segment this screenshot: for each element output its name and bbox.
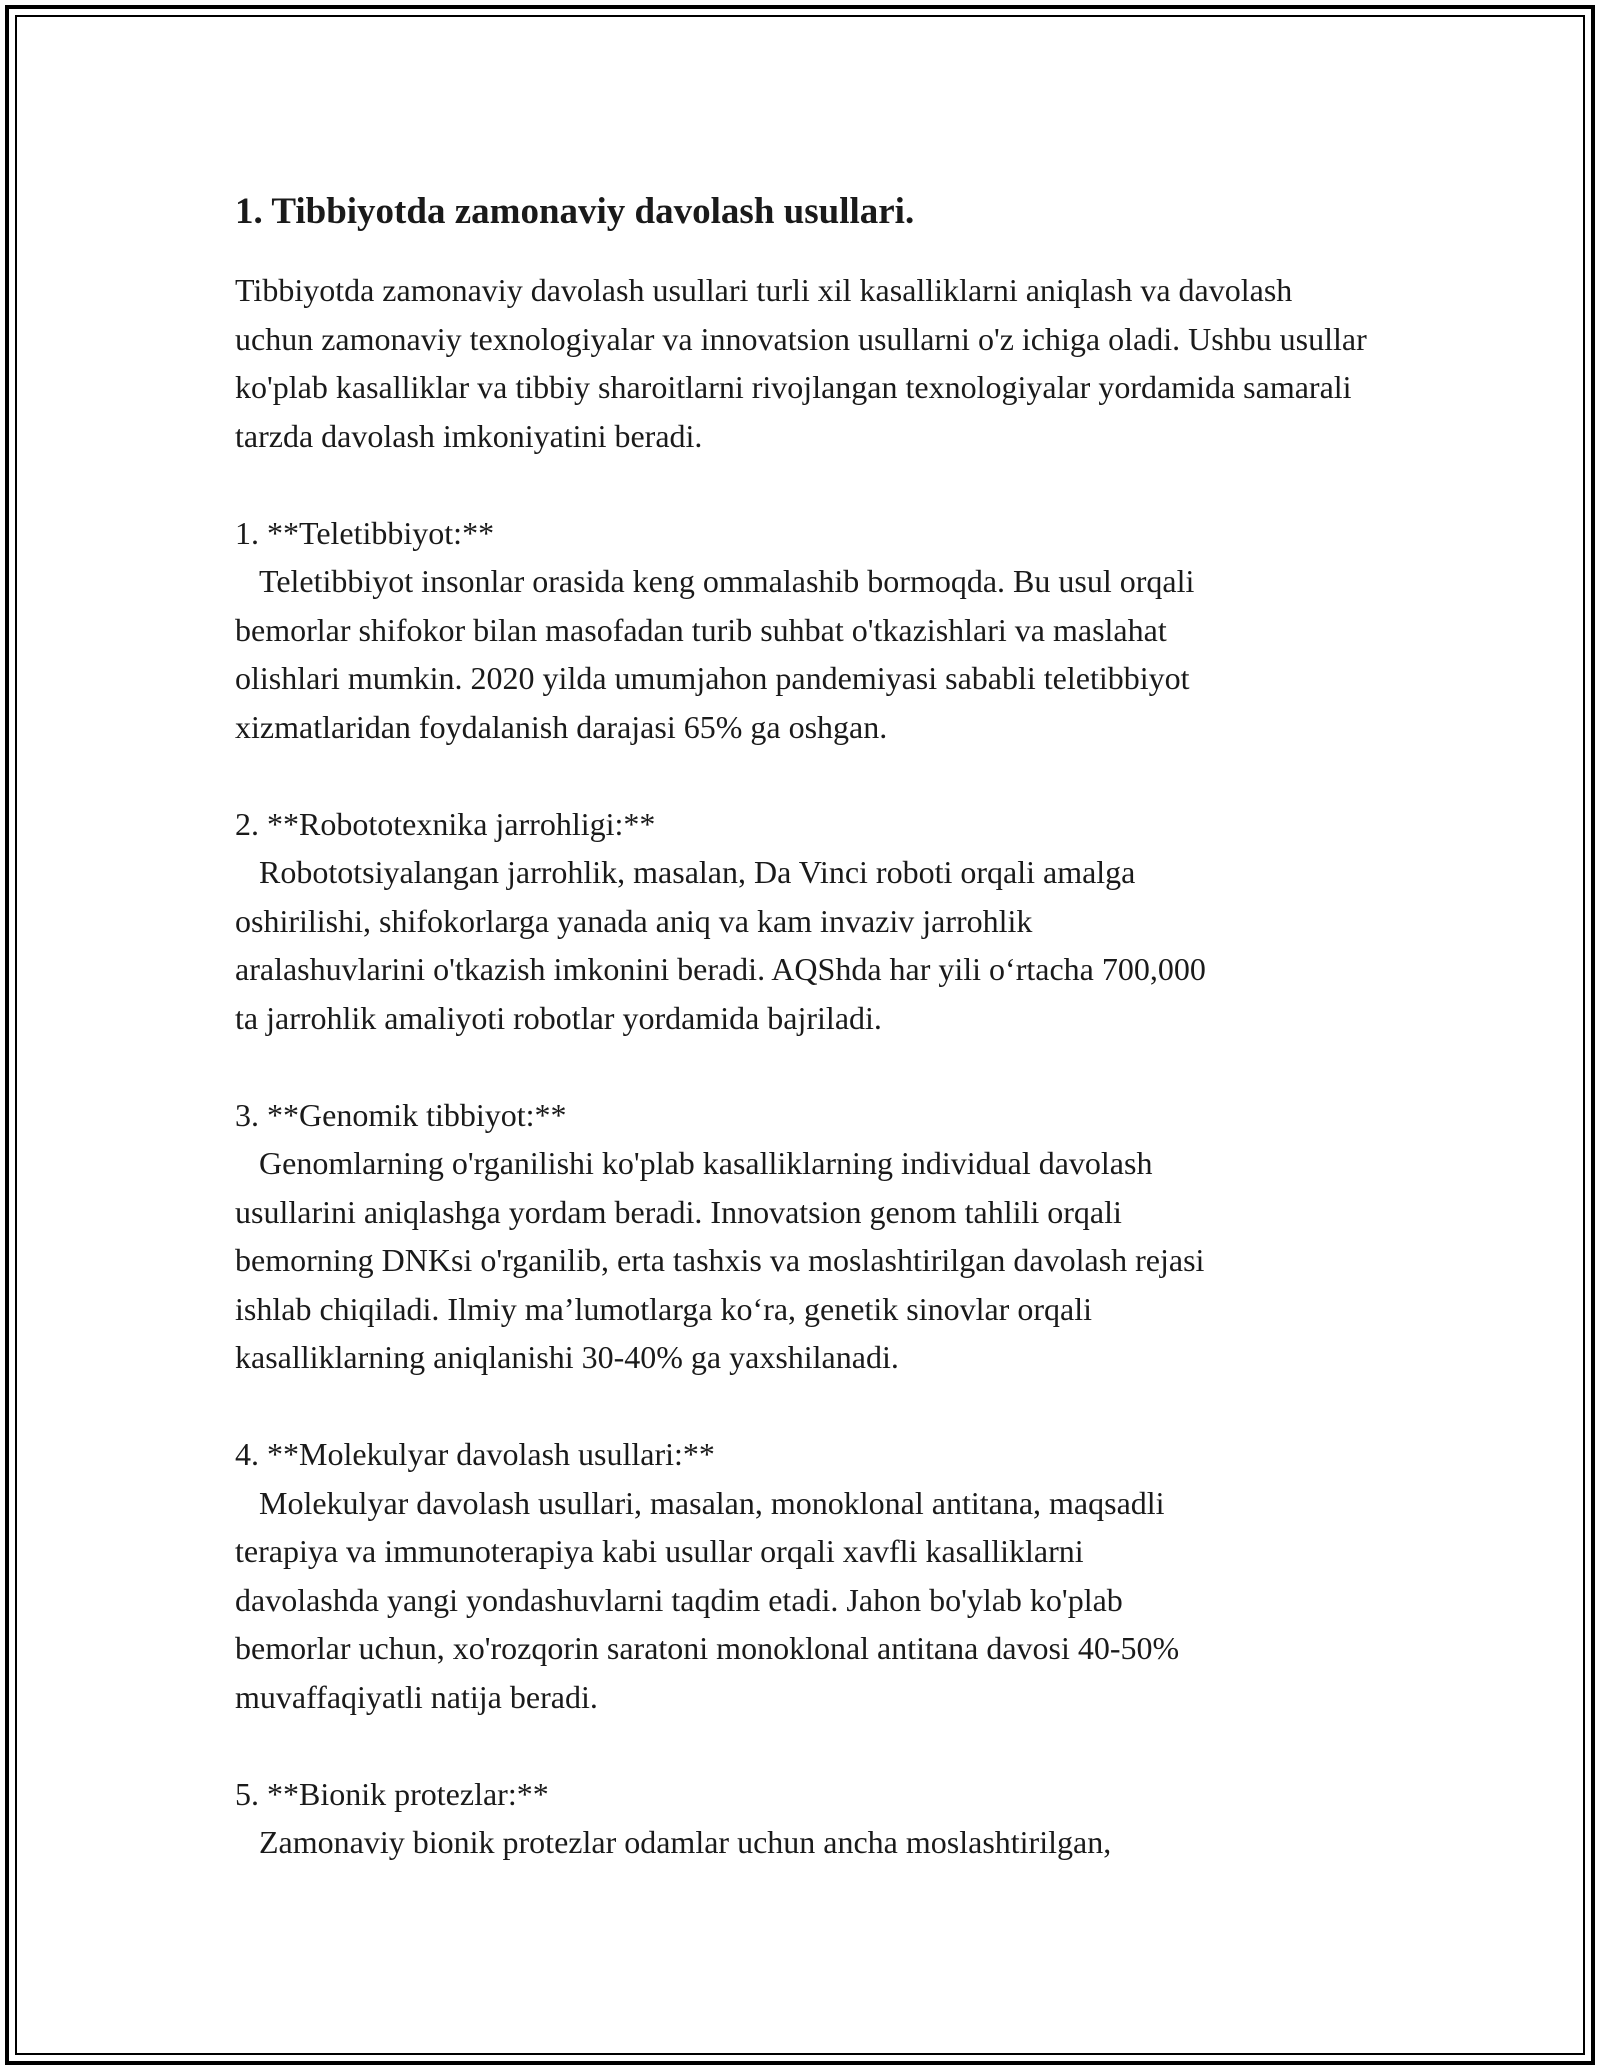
section-line: bemorlar uchun, xo'rozqorin saratoni monoklonal antitana davosi 40-50%: [235, 1630, 1180, 1666]
section-line: kasalliklarning aniqlanishi 30-40% ga yaxshilanadi.: [235, 1339, 899, 1375]
section-line: oshirilishi, shifokorlarga yanada aniq va kam invaziv jarrohlik: [235, 902, 1033, 939]
section-line: Zamonaviy bionik protezlar odamlar uchun ancha moslashtirilgan,: [235, 1824, 1112, 1860]
section-heading: 3. **Genomik tibbiyot:**: [235, 1096, 567, 1133]
section-heading: 1. **Teletibbiyot:**: [235, 514, 495, 551]
section-line: bemorlar shifokor bilan masofadan turib suhbat o'tkazishlari va maslahat: [235, 611, 1167, 648]
section-heading: 4. **Molekulyar davolash usullari:**: [235, 1436, 715, 1472]
section-line: usullarini aniqlashga yordam beradi. Innovatsion genom tahlili orqali: [235, 1193, 1122, 1230]
section-line: davolashda yangi yondashuvlarni taqdim etadi. Jahon bo'ylab ko'plab: [235, 1581, 1123, 1618]
section-line: muvaffaqiyatli natija beradi.: [235, 1678, 598, 1715]
document-title: 1. Tibbiyotda zamonaviy davolash usullari.: [235, 191, 915, 232]
section-3: [235, 1091, 1375, 1382]
section-2: [235, 800, 1375, 1043]
section-1: [235, 509, 1375, 752]
section-line: ta jarrohlik amaliyoti robotlar yordamida bajriladi.: [235, 999, 882, 1036]
section-4: [235, 1430, 1375, 1721]
section-heading: 2. **Robototexnika jarrohligi:**: [235, 805, 656, 842]
section-heading: 5. **Bionik protezlar:**: [235, 1775, 549, 1812]
section-line: Molekulyar davolash usullari, masalan, monoklonal antitana, maqsadli: [235, 1484, 1165, 1521]
section-5: [235, 1770, 1375, 1867]
section-line: xizmatlaridan foydalanish darajasi 65% ga oshgan.: [235, 708, 888, 745]
section-line: bemorning DNKsi o'rganilib, erta tashxis va moslashtirilgan davolash rejasi: [235, 1242, 1205, 1278]
intro-paragraph: Tibbiyotda zamonaviy davolash usullari turli xil kasalliklarni aniqlash va davolash uchun zamonaviy texnologiyalar va innovatsion usullarni o'z ichiga oladi. Ushbu usullar ko'plab kasalliklar va tibbiy sharoitlarni rivojlangan texnologiyalar yordamida samarali tarzda davolash imkoniyatini beradi.: [235, 272, 1375, 454]
section-line: Robototsiyalangan jarrohlik, masalan, Da Vinci roboti orqali amalga: [235, 854, 1136, 890]
section-line: terapiya va immunoterapiya kabi usullar orqali xavfli kasalliklarni: [235, 1533, 1084, 1569]
section-line: Teletibbiyot insonlar orasida keng ommalashib bormoqda. Bu usul orqali: [235, 563, 1195, 599]
document-page: [235, 188, 1375, 1915]
section-line: Genomlarning o'rganilishi ko'plab kasalliklarning individual davolash: [235, 1145, 1153, 1181]
section-line: ishlab chiqiladi. Ilmiy ma’lumotlarga ko‘ra, genetik sinovlar orqali: [235, 1290, 1092, 1327]
section-line: olishlari mumkin. 2020 yilda umumjahon pandemiyasi sababli teletibbiyot: [235, 660, 1190, 696]
sections-container: [235, 509, 1375, 1867]
section-line: aralashuvlarini o'tkazish imkonini beradi. AQShda har yili o‘rtacha 700,000: [235, 951, 1206, 987]
